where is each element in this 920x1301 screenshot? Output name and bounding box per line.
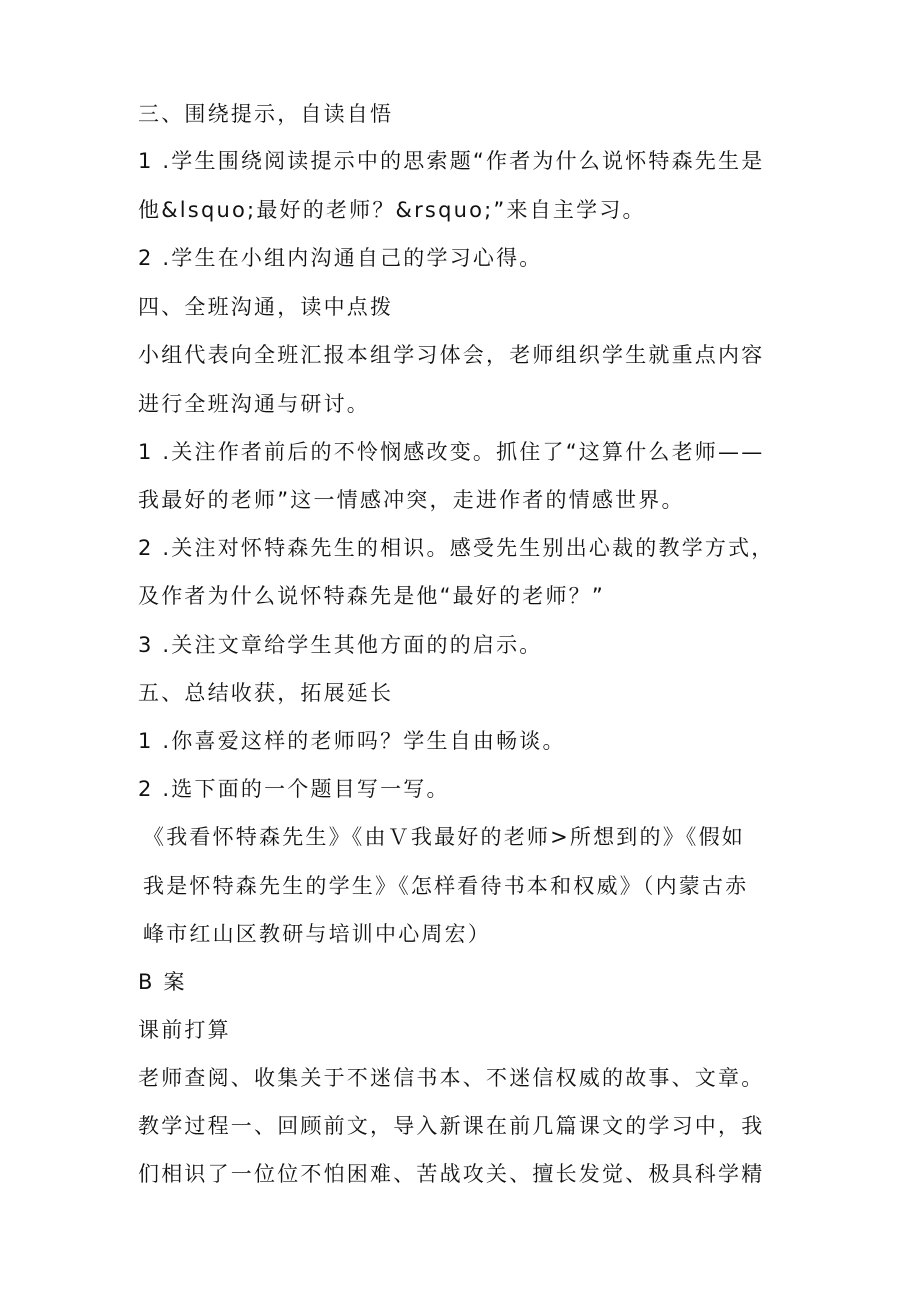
paragraph-line: 我是怀特森先生的学生》《怎样看待书本和权威》（内蒙古赤 [143,874,749,898]
paragraph-line: 老师查阅、收集关于不迷信书本、不迷信权威的故事、文章。 [138,1066,765,1090]
section-heading-4: 四、全班沟通，读中点拨 [138,295,394,319]
section-heading-3: 三、围绕提示，自读自悟 [138,102,394,126]
list-item-line: 及作者为什么说怀特森先是他“最好的老师？” [138,584,605,608]
paragraph-line: 教学过程一、回顾前文，导入新课在前几篇课文的学习中，我 [138,1114,765,1138]
list-item-line: 1 .关注作者前后的不怜悯感改变。抓住了“这算什么老师—— [138,440,765,464]
list-item-line: 2 .关注对怀特森先生的相识。感受先生别出心裁的教学方式， [138,536,775,560]
paragraph-line: 进行全班沟通与研讨。 [138,392,370,416]
list-item-line: 2 .选下面的一个题目写一写。 [138,777,450,801]
list-item-line: 3 .关注文章给学生其他方面的的启示。 [138,633,543,657]
list-item-line: 1 .你喜爱这样的老师吗？学生自由畅谈。 [138,729,566,753]
paragraph-line: 《我看怀特森先生》《由Ｖ我最好的老师>所想到的》《假如 [143,825,745,849]
subheading: 课前打算 [138,1018,231,1042]
paragraph-line: 峰市红山区教研与培训中心周宏） [143,922,491,946]
list-item-line: 我最好的老师”这一情感冲突，走进作者的情感世界。 [138,488,685,512]
list-item-line: 他&lsquo;最好的老师？&rsquo;”来自主学习。 [138,198,646,222]
paragraph-line: 小组代表向全班汇报本组学习体会，老师组织学生就重点内容 [138,343,765,367]
list-item-line: 1 .学生围绕阅读提示中的思索题“作者为什么说怀特森先生是 [138,149,765,173]
section-heading-b: B 案 [138,970,187,994]
paragraph-line: 们相识了一位位不怕困难、苦战攻关、擅长发觉、极具科学精 [138,1162,765,1186]
list-item-line: 2 .学生在小组内沟通自己的学习心得。 [138,246,543,270]
section-heading-5: 五、总结收获，拓展延长 [138,681,394,705]
